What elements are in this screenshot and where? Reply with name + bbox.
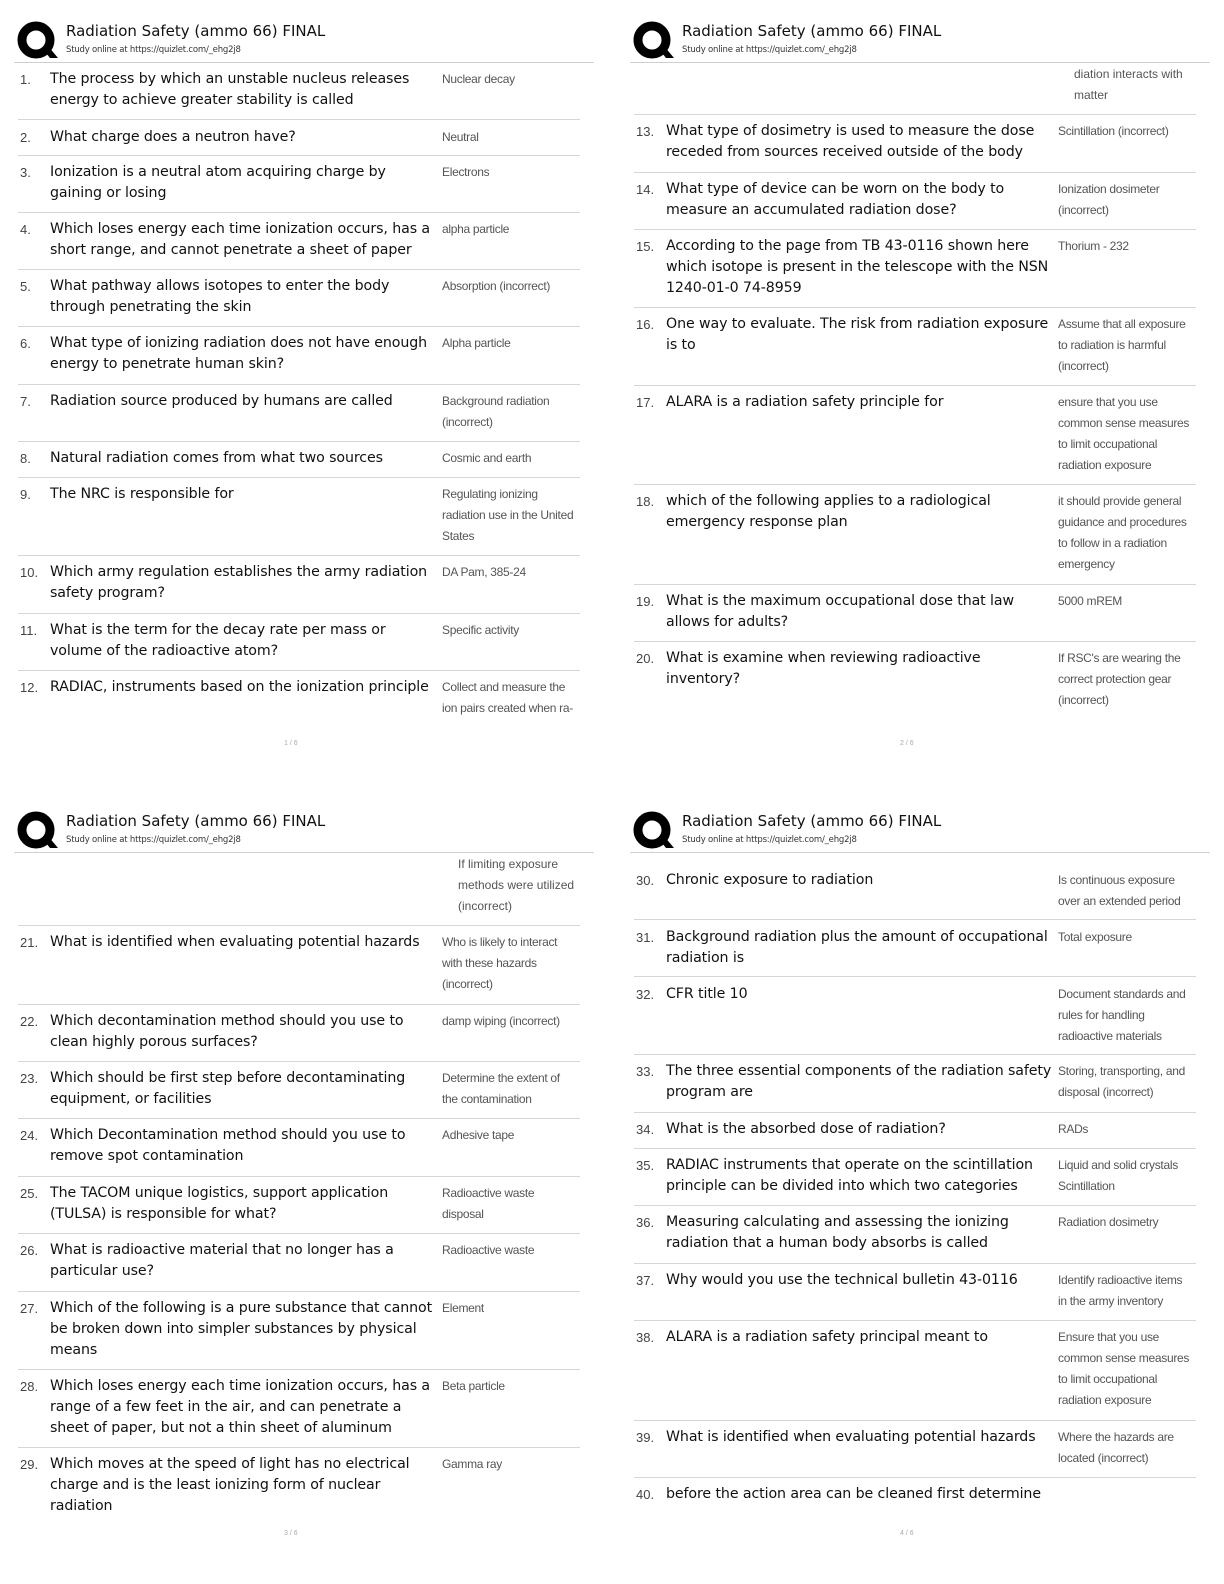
item-number: 17. xyxy=(636,395,655,410)
item-number: 22. xyxy=(20,1014,39,1029)
item-number: 30. xyxy=(636,873,655,888)
answer-text: If RSC's are wearing the correct protection gear (incorrect) xyxy=(1058,651,1181,707)
item-number: 8. xyxy=(20,451,31,466)
list-item xyxy=(18,478,580,556)
question-text: What is examine when reviewing radioactive inventory? xyxy=(666,650,981,687)
answer-text: Ionization dosimeter (incorrect) xyxy=(1058,182,1160,217)
question-text: RADIAC, instruments based on the ionization principle xyxy=(50,679,429,695)
question-text: Natural radiation comes from what two sources xyxy=(50,450,383,466)
answer-text: Nuclear decay xyxy=(442,72,515,86)
question-text: What type of ionizing radiation does not have enough energy to penetrate human skin? xyxy=(50,335,428,372)
item-number: 21. xyxy=(20,935,39,950)
answer-text: ensure that you use common sense measures to limit occupational radiation exposure xyxy=(1058,395,1190,472)
item-number: 26. xyxy=(20,1243,39,1258)
document-page-3 xyxy=(14,806,594,1576)
list-item xyxy=(18,926,580,1005)
list-item xyxy=(18,1448,580,1526)
question-text: Measuring calculating and assessing the ionizing radiation that a human body absorbs is called xyxy=(666,1214,1009,1251)
document-page-2 xyxy=(630,16,1210,786)
question-text: Which Decontamination method should you use to remove spot contamination xyxy=(50,1127,406,1164)
question-text: before the action area can be cleaned first determine xyxy=(666,1486,1041,1502)
item-number: 5. xyxy=(20,279,31,294)
question-text: Which decontamination method should you use to clean highly porous surfaces? xyxy=(50,1013,404,1050)
row-separator xyxy=(634,64,1196,115)
item-number: 12. xyxy=(20,680,39,695)
document-page-4 xyxy=(630,806,1210,1576)
answer-text: Gamma ray xyxy=(442,1457,502,1471)
answer-text: DA Pam, 385-24 xyxy=(442,565,526,579)
question-text: which of the following applies to a radiological emergency response plan xyxy=(666,493,991,530)
question-text: Which loses energy each time ionization occurs, has a range of a few feet in the air, and can penetrate a sheet of paper, but not a thin sheet of aluminum xyxy=(50,1378,431,1436)
answer-text: damp wiping (incorrect) xyxy=(442,1014,560,1028)
answer-text: it should provide general guidance and procedures to follow in a radiation emergency xyxy=(1058,494,1187,571)
quizlet-logo-icon xyxy=(632,810,676,854)
item-number: 11. xyxy=(20,623,38,638)
page-title: Radiation Safety (ammo 66) FINAL xyxy=(66,22,326,40)
page-header xyxy=(14,16,594,63)
answer-text: Background radiation (incorrect) xyxy=(442,394,550,429)
item-number: 32. xyxy=(636,987,655,1002)
question-text: Why would you use the technical bulletin 43-0116 xyxy=(666,1272,1018,1288)
item-number: 31. xyxy=(636,930,655,945)
item-number: 24. xyxy=(20,1128,39,1143)
list-item xyxy=(18,1234,580,1292)
question-text: The process by which an unstable nucleus releases energy to achieve greater stability is called xyxy=(50,71,410,108)
question-text: What is identified when evaluating potential hazards xyxy=(666,1429,1036,1445)
item-number: 40. xyxy=(636,1487,655,1502)
study-link[interactable]: Study online at https://quizlet.com/_ehg2j8 xyxy=(66,835,241,845)
list-item xyxy=(18,385,580,442)
list-item xyxy=(18,1370,580,1448)
answer-text: 5000 mREM xyxy=(1058,594,1122,608)
question-text: ALARA is a radiation safety principle for xyxy=(666,394,944,410)
answer-text: Where the hazards are located (incorrect) xyxy=(1058,1430,1174,1465)
quizlet-logo-icon xyxy=(16,20,60,64)
item-number: 20. xyxy=(636,651,655,666)
list-item xyxy=(18,1177,580,1234)
item-number: 6. xyxy=(20,336,31,351)
list-item xyxy=(634,1149,1196,1206)
list-item xyxy=(634,1421,1196,1478)
study-link[interactable]: Study online at https://quizlet.com/_ehg2j8 xyxy=(682,45,857,55)
page-header xyxy=(14,806,594,853)
item-number: 25. xyxy=(20,1186,39,1201)
answer-text: Element xyxy=(442,1301,484,1315)
list-item xyxy=(18,156,580,213)
page-number: 4 / 6 xyxy=(900,1530,914,1537)
row-separator xyxy=(18,854,580,926)
item-number: 23. xyxy=(20,1071,39,1086)
answer-text: Neutral xyxy=(442,130,479,144)
question-text: What type of dosimetry is used to measure the dose receded from sources received outside of the body xyxy=(666,123,1035,160)
answer-text: Beta particle xyxy=(442,1379,505,1393)
list-item xyxy=(634,1478,1196,1518)
item-number: 33. xyxy=(636,1064,655,1079)
question-text: What charge does a neutron have? xyxy=(50,129,296,145)
answer-text: Absorption (incorrect) xyxy=(442,279,551,293)
list-item xyxy=(634,977,1196,1055)
item-number: 4. xyxy=(20,222,31,237)
question-text: Which moves at the speed of light has no electrical charge and is the least ionizing form of nuclear radiation xyxy=(50,1456,410,1514)
question-text: What type of device can be worn on the body to measure an accumulated radiation dose? xyxy=(666,181,1005,218)
page-title: Radiation Safety (ammo 66) FINAL xyxy=(682,812,942,830)
question-text: What is identified when evaluating potential hazards xyxy=(50,934,420,950)
list-item xyxy=(18,556,580,614)
continued-answer: If limiting exposure methods were utilized (incorrect) xyxy=(458,857,575,913)
item-number: 16. xyxy=(636,317,655,332)
page-number: 3 / 6 xyxy=(284,1530,298,1537)
study-link[interactable]: Study online at https://quizlet.com/_ehg2j8 xyxy=(66,45,241,55)
answer-text: Document standards and rules for handling radioactive materials xyxy=(1058,987,1186,1043)
answer-text: Identify radioactive items in the army inventory xyxy=(1058,1273,1183,1308)
answer-text: Cosmic and earth xyxy=(442,451,532,465)
list-item xyxy=(634,1055,1196,1113)
answer-text: RADs xyxy=(1058,1122,1089,1136)
question-text: CFR title 10 xyxy=(666,986,748,1002)
item-number: 14. xyxy=(636,182,655,197)
question-text: Ionization is a neutral atom acquiring charge by gaining or losing xyxy=(50,164,386,201)
question-text: Which of the following is a pure substance that cannot be broken down into simpler substances by physical means xyxy=(50,1300,433,1358)
question-text: Which should be first step before decontaminating equipment, or facilities xyxy=(50,1070,406,1107)
item-number: 2. xyxy=(20,130,31,145)
list-item xyxy=(634,1113,1196,1149)
answer-text: Liquid and solid crystals Scintillation xyxy=(1058,1158,1178,1193)
list-item xyxy=(18,442,580,478)
answer-text: Is continuous exposure over an extended period xyxy=(1058,873,1181,908)
question-text: According to the page from TB 43-0116 shown here which isotope is present in the telescope with the NSN 1240-01-0 74-8959 xyxy=(666,238,1049,296)
answer-text: Electrons xyxy=(442,165,490,179)
question-text: One way to evaluate. The risk from radiation exposure is to xyxy=(666,316,1049,353)
question-text: Radiation source produced by humans are called xyxy=(50,393,393,409)
question-text: ALARA is a radiation safety principal meant to xyxy=(666,1329,988,1345)
answer-text: Collect and measure the ion pairs created when ra- xyxy=(442,680,573,715)
answer-text: Ensure that you use common sense measures to limit occupational radiation exposure xyxy=(1058,1330,1190,1407)
quizlet-logo-icon xyxy=(632,20,676,64)
item-number: 39. xyxy=(636,1430,655,1445)
answer-text: Specific activity xyxy=(442,623,519,637)
continued-answer: diation interacts with matter xyxy=(1074,67,1183,102)
item-number: 15. xyxy=(636,239,655,254)
item-number: 1. xyxy=(20,72,31,87)
document-page-1 xyxy=(14,16,594,786)
question-text: What is the maximum occupational dose that law allows for adults? xyxy=(666,593,1014,630)
list-item xyxy=(18,671,580,727)
list-item xyxy=(634,386,1196,485)
item-number: 36. xyxy=(636,1215,655,1230)
question-text: What is radioactive material that no longer has a particular use? xyxy=(50,1242,394,1279)
answer-text: Total exposure xyxy=(1058,930,1132,944)
answer-text: Radiation dosimetry xyxy=(1058,1215,1159,1229)
item-number: 35. xyxy=(636,1158,655,1173)
item-number: 27. xyxy=(20,1301,39,1316)
answer-text: Who is likely to interact with these hazards (incorrect) xyxy=(442,935,558,991)
question-text: What is the term for the decay rate per mass or volume of the radioactive atom? xyxy=(50,622,386,659)
question-text: Which loses energy each time ionization occurs, has a short range, and cannot penetrate a sheet of paper xyxy=(50,221,431,258)
item-number: 3. xyxy=(20,165,31,180)
item-number: 19. xyxy=(636,594,655,609)
answer-text: alpha particle xyxy=(442,222,510,236)
list-item xyxy=(634,115,1196,173)
list-item xyxy=(18,213,580,270)
list-item xyxy=(634,642,1196,722)
list-item xyxy=(634,485,1196,585)
item-number: 13. xyxy=(636,124,655,139)
list-item xyxy=(18,1005,580,1062)
item-number: 38. xyxy=(636,1330,655,1345)
study-link[interactable]: Study online at https://quizlet.com/_ehg2j8 xyxy=(682,835,857,845)
answer-text: Assume that all exposure to radiation is harmful (incorrect) xyxy=(1058,317,1186,373)
question-text: Chronic exposure to radiation xyxy=(666,872,874,888)
page-number: 1 / 6 xyxy=(284,740,298,747)
question-text: The TACOM unique logistics, support application (TULSA) is responsible for what? xyxy=(50,1185,389,1222)
item-number: 10. xyxy=(20,565,39,580)
list-item xyxy=(634,230,1196,308)
answer-text: Regulating ionizing radiation use in the United States xyxy=(442,487,574,543)
answer-text: Storing, transporting, and disposal (incorrect) xyxy=(1058,1064,1185,1099)
answer-text: Radioactive waste disposal xyxy=(442,1186,535,1221)
answer-text: Alpha particle xyxy=(442,336,511,350)
list-item xyxy=(18,614,580,671)
question-text: What is the absorbed dose of radiation? xyxy=(666,1121,946,1137)
item-number: 7. xyxy=(20,394,31,409)
item-number: 34. xyxy=(636,1122,655,1137)
question-text: The three essential components of the radiation safety program are xyxy=(666,1063,1052,1100)
list-item xyxy=(18,1062,580,1119)
list-item xyxy=(634,1321,1196,1421)
question-text: The NRC is responsible for xyxy=(50,486,234,502)
list-item xyxy=(634,862,1196,920)
list-item xyxy=(18,120,580,156)
item-number: 37. xyxy=(636,1273,655,1288)
list-item xyxy=(18,64,580,120)
quizlet-logo-icon xyxy=(16,810,60,854)
list-item xyxy=(634,308,1196,386)
item-number: 18. xyxy=(636,494,655,509)
page-title: Radiation Safety (ammo 66) FINAL xyxy=(66,812,326,830)
question-text: What pathway allows isotopes to enter the body through penetrating the skin xyxy=(50,278,390,315)
answer-text: Determine the extent of the contamination xyxy=(442,1071,560,1106)
list-item xyxy=(18,270,580,327)
list-item xyxy=(18,1292,580,1370)
question-text: Which army regulation establishes the army radiation safety program? xyxy=(50,564,428,601)
item-number: 9. xyxy=(20,487,31,502)
item-number: 29. xyxy=(20,1457,39,1472)
question-text: Background radiation plus the amount of occupational radiation is xyxy=(666,929,1048,966)
page-title: Radiation Safety (ammo 66) FINAL xyxy=(682,22,942,40)
list-item xyxy=(18,1119,580,1177)
page-header xyxy=(630,806,1210,853)
list-item xyxy=(634,173,1196,230)
item-number: 28. xyxy=(20,1379,39,1394)
answer-text: Scintillation (incorrect) xyxy=(1058,124,1169,138)
page-number: 2 / 6 xyxy=(900,740,914,747)
list-item xyxy=(634,920,1196,977)
list-item xyxy=(634,585,1196,642)
list-item xyxy=(18,327,580,385)
page-header xyxy=(630,16,1210,63)
answer-text: Adhesive tape xyxy=(442,1128,515,1142)
list-item xyxy=(634,1206,1196,1264)
answer-text: Radioactive waste xyxy=(442,1243,535,1257)
question-text: RADIAC instruments that operate on the scintillation principle can be divided into which two categories xyxy=(666,1157,1033,1194)
list-item xyxy=(634,1264,1196,1321)
answer-text: Thorium - 232 xyxy=(1058,239,1129,253)
